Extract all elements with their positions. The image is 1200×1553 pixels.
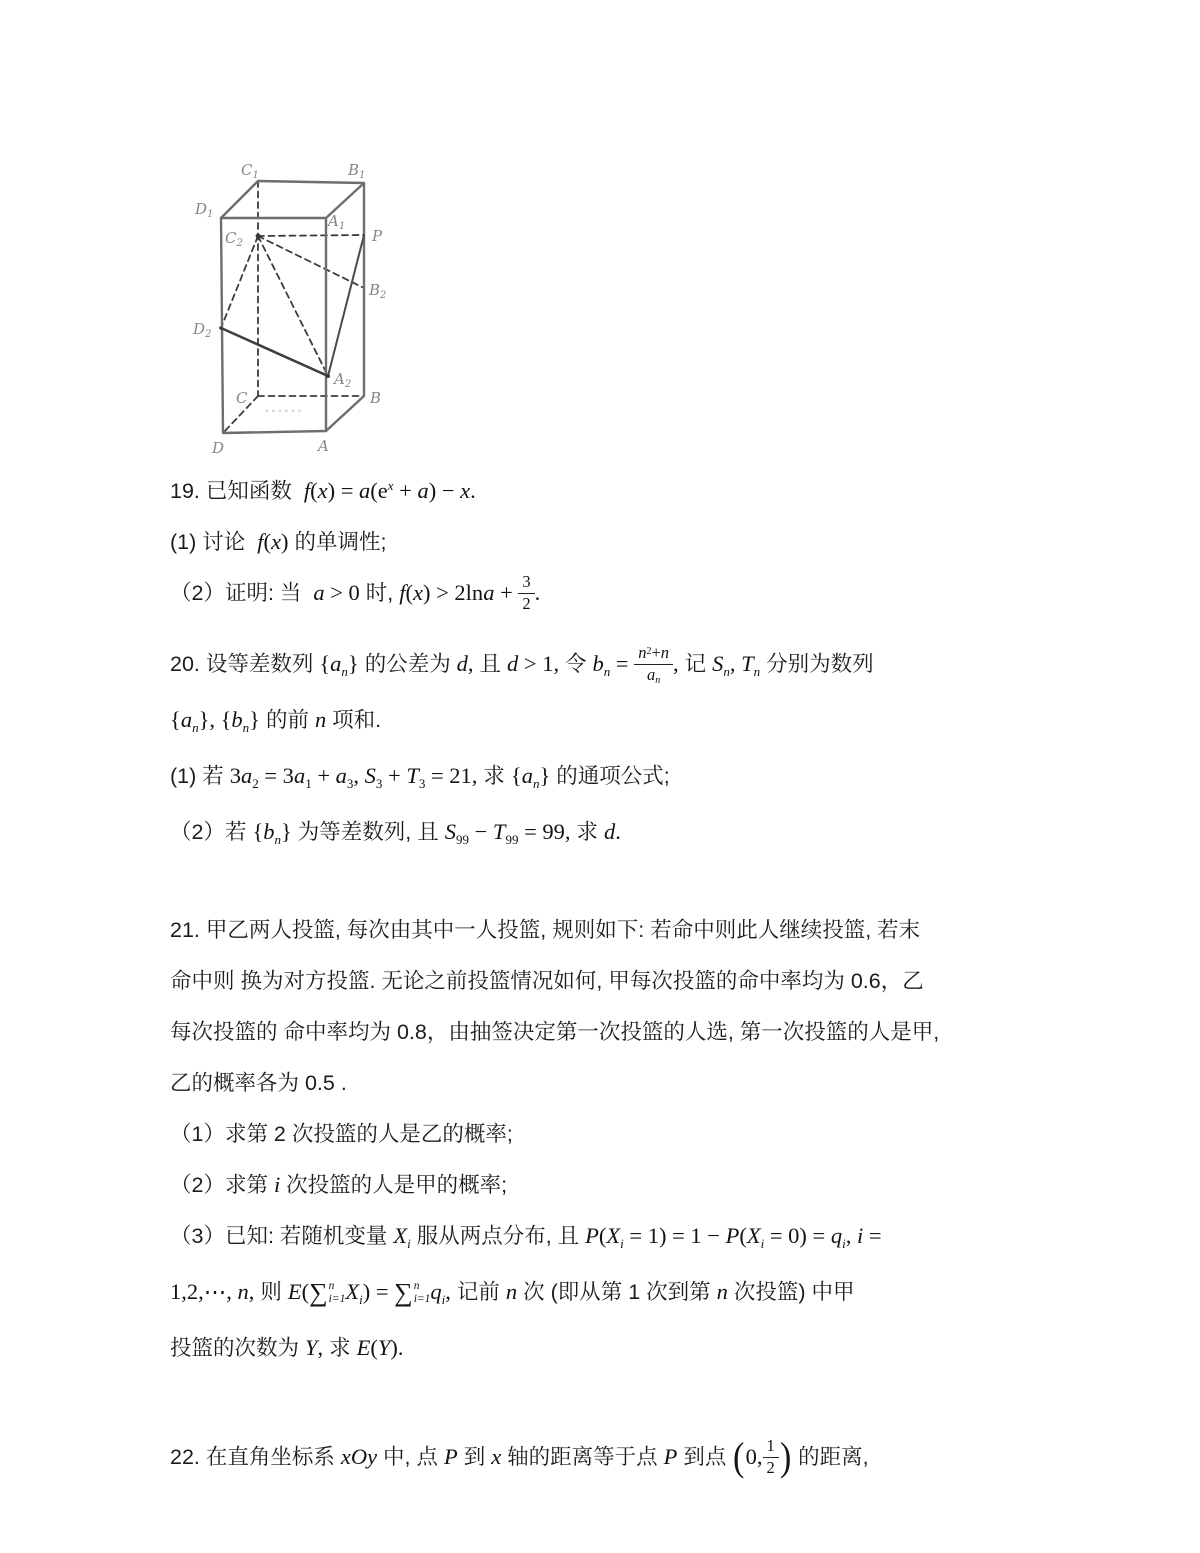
math-run: , (673, 651, 679, 676)
text-run: 次投篮的人是甲的概率; (280, 1173, 508, 1197)
math-run: } (539, 763, 551, 788)
math-run: } (347, 651, 359, 676)
math-run: a (180, 707, 193, 732)
fraction (634, 644, 673, 686)
text-line (170, 1433, 1060, 1484)
math-run: 99 (455, 832, 469, 847)
vertex-label-a: A (318, 437, 329, 455)
math-run: = 1) = 1 − (623, 1223, 726, 1248)
math-run: ) (280, 529, 289, 554)
text-line (170, 1008, 1060, 1059)
math-run: x (387, 478, 394, 493)
math-run: = 99, (518, 819, 571, 844)
math-run: ( (405, 580, 413, 605)
math-run: f (303, 478, 311, 503)
math-run: X (606, 1223, 621, 1248)
text-run: 记 (678, 652, 713, 676)
math-run: a (313, 580, 325, 605)
math-run: ). (390, 1335, 404, 1360)
text-run: 则 (254, 1280, 288, 1304)
vertex-label-d2: $D_2$ (193, 320, 212, 340)
math-run: − (468, 819, 493, 844)
text-run: （1）求第 2 次投篮的人是乙的概率; (170, 1122, 513, 1146)
text-line (170, 640, 1060, 696)
text-run: 21. 甲乙两人投篮, 每次由其中一人投篮, 规则如下: 若命中则此人继续投篮, 若末 (170, 918, 921, 942)
math-run: n (192, 720, 199, 735)
math-run: a (335, 763, 347, 788)
math-run: 3 (375, 776, 383, 791)
math-run: ( (370, 1335, 378, 1360)
text-line (170, 808, 1060, 864)
line-c2-p (258, 235, 364, 236)
math-run: a (521, 763, 533, 788)
text-line (170, 569, 1060, 620)
math-run: n (237, 1279, 249, 1304)
math-run: n (341, 664, 348, 679)
math-run: ) = (362, 1279, 395, 1304)
math-run: a (647, 664, 656, 684)
math-run: q (830, 1223, 843, 1248)
math-run: S (444, 819, 456, 844)
math-run: 2 (646, 645, 652, 657)
math-run: = (610, 651, 635, 676)
math-run: . (615, 819, 621, 844)
math-run: n (753, 664, 761, 679)
math-run: 3 (418, 776, 426, 791)
math-run: n (314, 707, 327, 732)
math-run: Y (377, 1335, 391, 1360)
math-run: { (170, 707, 181, 732)
math-run: n (532, 776, 540, 791)
math-run: n (660, 642, 670, 662)
text-run: 次 (即从第 1 次到第 (517, 1280, 717, 1304)
math-run: T (741, 651, 754, 676)
math-run: (e (370, 478, 388, 503)
text-run: 求 (570, 820, 604, 844)
fraction (518, 573, 534, 614)
summation: ∑ n i=1 (394, 1277, 431, 1307)
math-run: 0, (745, 1444, 763, 1469)
math-run: P (443, 1444, 458, 1469)
math-run: x (317, 478, 328, 503)
math-run: ( (310, 478, 318, 503)
math-run: 2 (766, 1458, 775, 1478)
math-run: n (716, 1279, 728, 1304)
vertex-label-b: B (370, 389, 382, 407)
text-line (170, 957, 1060, 1008)
math-run: . (534, 580, 541, 605)
math-run: a (293, 763, 306, 788)
math-run: ( (263, 529, 271, 554)
math-run: = 21, (425, 763, 478, 788)
math-run: + (651, 642, 661, 662)
text-run: 分别为数列 (760, 652, 874, 676)
math-run: d (456, 651, 468, 676)
math-run: X (345, 1279, 360, 1304)
math-run: P (663, 1444, 678, 1469)
math-run: 1,2,⋯, (170, 1279, 238, 1304)
math-run: P (725, 1223, 740, 1248)
line-p-a2 (328, 235, 364, 376)
vertex-label-c1: $C_1$ (241, 161, 259, 181)
math-run: , (353, 763, 365, 788)
math-run: > 1, (518, 651, 560, 676)
text-run: 中, 点 (377, 1445, 444, 1469)
line-c2-a2 (258, 236, 328, 376)
math-run: i (273, 1172, 281, 1197)
text-run: 求 (477, 764, 511, 788)
math-run: , (317, 1335, 324, 1360)
text-run: 20. 设等差数列 (170, 652, 320, 676)
math-run: 1 (766, 1436, 775, 1456)
math-run: }, { (198, 707, 232, 732)
math-run: 3 (522, 572, 531, 592)
math-run: ( (301, 1279, 310, 1304)
text-run: 令 (559, 652, 593, 676)
math-run: a (330, 651, 342, 676)
text-run: （2）求第 (170, 1173, 274, 1197)
math-run: x (460, 478, 471, 503)
math-run: + (311, 763, 336, 788)
math-run: n (723, 664, 730, 679)
math-run: i (842, 1236, 846, 1251)
text-run: 次投篮) 中甲 (727, 1280, 855, 1304)
math-run: 2 (252, 776, 259, 791)
math-run: i (620, 1236, 624, 1251)
math-run: 99 (505, 832, 519, 847)
top-face (221, 181, 364, 218)
text-run: （2）若 (170, 820, 253, 844)
text-run: (1) 若 (170, 764, 230, 788)
math-run: n (274, 832, 281, 847)
math-run: x (270, 529, 281, 554)
math-run: n (242, 720, 250, 735)
text-line (170, 1212, 1060, 1268)
text-line (170, 462, 1060, 518)
math-run: a (359, 478, 371, 503)
math-run: x (491, 1444, 502, 1469)
text-run: (1) 讨论 (170, 530, 258, 554)
math-run: d (507, 651, 519, 676)
text-line (170, 518, 1060, 569)
math-run: n (655, 674, 661, 686)
math-run: d (603, 819, 616, 844)
problem-20 (170, 640, 1060, 864)
text-run: 时, (359, 581, 400, 605)
text-run: 每次投篮的 命中率均为 0.8，由抽签决定第一次投篮的人选, 第一次投篮的人是甲, (170, 1020, 940, 1044)
math-run: n (603, 664, 611, 679)
summation: ∑ n i=1 (309, 1277, 346, 1307)
math-run: } (249, 707, 260, 732)
math-run: , (845, 1223, 857, 1248)
text-run: 轴的距离等于点 (501, 1445, 664, 1469)
text-run: （2）证明: 当 (170, 581, 314, 605)
text-run: 为等差数列, 且 (291, 820, 445, 844)
math-run: b (263, 819, 275, 844)
math-run: ( (739, 1223, 747, 1248)
vertex-label-c2: $C_2$ (225, 229, 243, 249)
text-run: 记前 (450, 1280, 506, 1304)
problem-19 (170, 462, 1060, 620)
point-a2 (326, 374, 330, 378)
line-d2-a2 (221, 328, 328, 376)
point-d2 (219, 326, 223, 330)
math-run: E (356, 1335, 371, 1360)
math-run: S (712, 651, 724, 676)
text-run: 的单调性; (288, 530, 387, 554)
math-run: . (470, 478, 476, 503)
text-line (170, 906, 1060, 957)
math-run: S (364, 763, 376, 788)
text-run: 的前 (259, 708, 315, 732)
text-line (170, 1110, 1060, 1161)
math-run: = 3 (258, 763, 294, 788)
vertex-label-d1: $D_1$ (195, 200, 214, 220)
problem-22 (170, 1433, 1060, 1484)
math-run: a (417, 478, 429, 503)
math-run: 1 (305, 776, 312, 791)
problem-21 (170, 906, 1060, 1375)
text-run: 投篮的次数为 (170, 1336, 305, 1360)
math-run: = 0) = (764, 1223, 831, 1248)
math-run: > 0 (324, 580, 360, 605)
vertex-label-p: P (372, 227, 383, 245)
math-run: q (430, 1279, 442, 1304)
math-run: xOy (340, 1444, 378, 1469)
text-run: 求 (323, 1336, 357, 1360)
text-run: 的通项公式; (550, 764, 670, 788)
math-run: ( (733, 1433, 745, 1479)
math-run: n (638, 642, 647, 662)
cuboid-svg (183, 148, 415, 466)
text-line (170, 1059, 1060, 1110)
math-run: ) > 2ln (423, 580, 484, 605)
math-run: 2 (522, 594, 531, 614)
math-run: { (319, 651, 331, 676)
line-c2-b2 (258, 236, 364, 288)
text-run: 到 (457, 1445, 492, 1469)
math-run: + (382, 763, 407, 788)
math-run: i (441, 1292, 446, 1307)
watermark: ▪▪▪▪▪▪ (265, 406, 305, 417)
text-run: 服从两点分布, 且 (410, 1224, 586, 1248)
text-line (170, 752, 1060, 808)
text-run: 命中则 换为对方投篮. 无论之前投篮情况如何, 甲每次投篮的命中率均为 0.6，乙 (170, 969, 924, 993)
math-run: 3 (346, 776, 354, 791)
math-run: 3 (229, 763, 241, 788)
math-run: a (240, 763, 253, 788)
math-run: , (445, 1279, 451, 1304)
math-run: i (856, 1223, 864, 1248)
math-run: T (406, 763, 419, 788)
math-run: ) − (428, 478, 461, 503)
vertex-label-a1: $A_1$ (328, 212, 346, 232)
math-run: i (407, 1236, 411, 1251)
math-run: Y (304, 1335, 318, 1360)
math-run: n (505, 1279, 518, 1304)
vertex-label-d: D (212, 439, 225, 457)
math-run: f (257, 529, 264, 554)
math-run: { (510, 763, 522, 788)
vertex-label-b2: $B_2$ (369, 281, 387, 301)
math-run: P (585, 1223, 599, 1248)
math-run: ( (598, 1223, 607, 1248)
math-run: b (231, 707, 243, 732)
math-run: b (592, 651, 604, 676)
math-run: + (393, 478, 418, 503)
math-run: x (413, 580, 423, 605)
math-run: ) = (327, 478, 360, 503)
text-line (170, 1161, 1060, 1212)
text-run: 的距离, (792, 1445, 869, 1469)
math-run: E (287, 1279, 302, 1304)
text-run: 19. 已知函数 (170, 479, 304, 503)
math-run: f (399, 580, 406, 605)
vertex-label-a2: $A_2$ (334, 370, 352, 390)
text-run: 到点 (677, 1445, 733, 1469)
math-run: i (760, 1236, 765, 1251)
math-run: } (281, 819, 292, 844)
fraction (763, 1437, 779, 1478)
text-run: 且 (473, 652, 507, 676)
math-run: , (248, 1279, 255, 1304)
text-line (170, 696, 1060, 752)
math-run: = (863, 1223, 882, 1248)
vertex-label-b1: $B_1$ (348, 161, 366, 181)
math-run: ) (779, 1433, 792, 1479)
math-run: i (359, 1292, 363, 1307)
text-run: 22. 在直角坐标系 (170, 1445, 341, 1469)
text-run: 乙的概率各为 0.5 . (170, 1071, 347, 1095)
text-run: 项和. (326, 708, 382, 732)
text-run: 的公差为 (358, 652, 457, 676)
math-run: { (252, 819, 264, 844)
math-run: a (483, 580, 495, 605)
text-run: （3）已知: 若随机变量 (170, 1224, 394, 1248)
point-c2 (256, 234, 261, 239)
problems-column (170, 462, 1060, 1484)
text-line (170, 1268, 1060, 1324)
math-run: T (492, 819, 506, 844)
vertex-label-c: C (236, 389, 248, 407)
math-run: X (393, 1223, 408, 1248)
math-run: , (467, 651, 474, 676)
line-c2-d2 (221, 236, 258, 328)
math-run: X (746, 1223, 761, 1248)
text-line (170, 1324, 1060, 1375)
math-run: , (729, 651, 742, 676)
math-run: + (494, 580, 519, 605)
cuboid-figure (183, 148, 415, 466)
